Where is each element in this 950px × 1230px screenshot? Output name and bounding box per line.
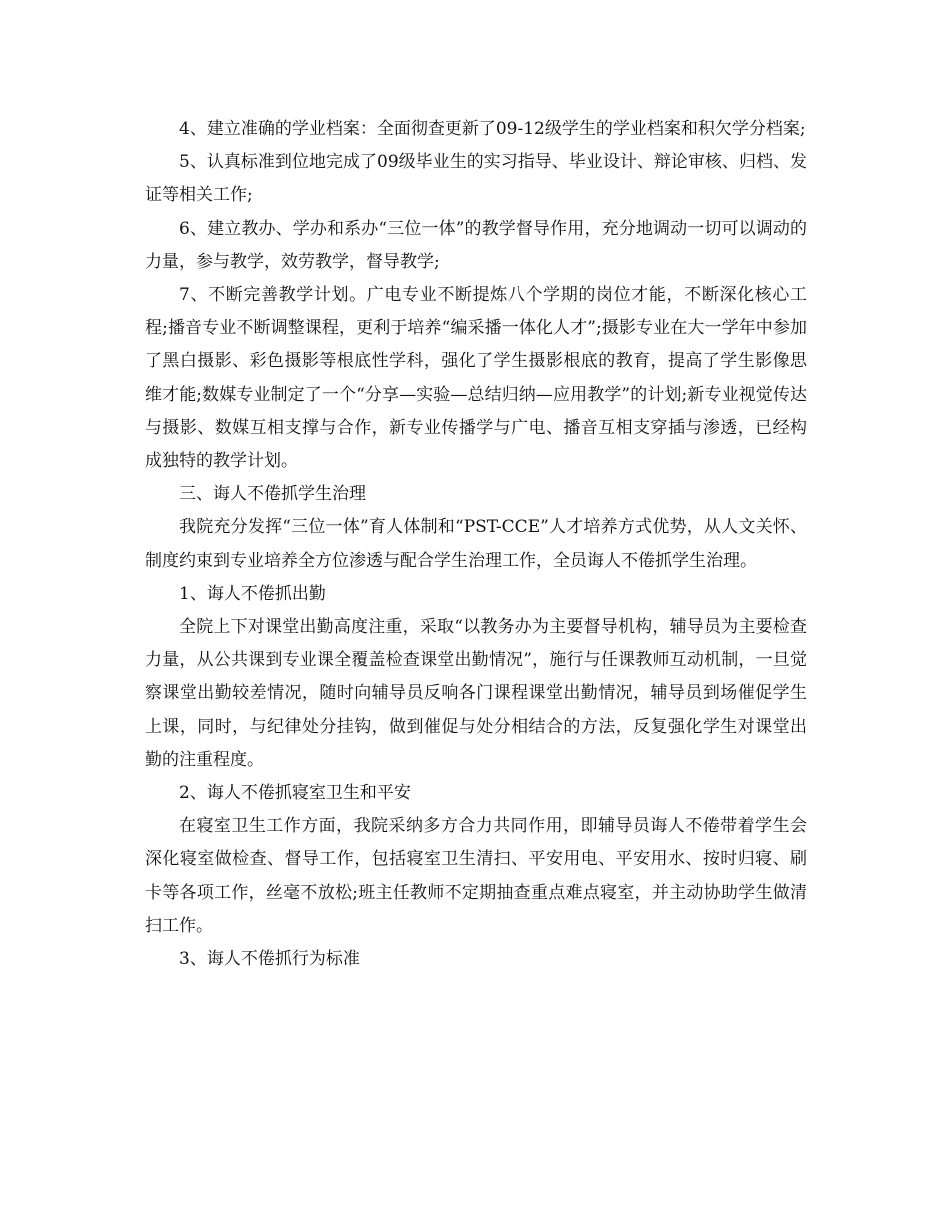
paragraph-item-6-supervision: 6、建立教办、学办和系办“三位一体”的教学督导作用，充分地调动一切可以调动的力量，参与教学，效劳教学，督导教学; [145, 218, 807, 272]
subheading-attendance: 1、诲人不倦抓出勤 [179, 583, 326, 604]
paragraph-section-intro: 我院充分发挥“三位一体”育人体制和“PST-CCE”人才培养方式优势，从人文关怀、制度约束到专业培养全方位渗透与配合学生治理工作，全员诲人不倦抓学生治理。 [145, 517, 807, 571]
paragraph-item-5-graduates: 5、认真标准到位地完成了09级毕业生的实习指导、毕业设计、辩论审核、归档、发证等相关工作; [145, 152, 807, 206]
paragraph-attendance: 全院上下对课堂出勤高度注重，采取“以教务办为主要督导机构，辅导员为主要检查力量，从公共课到专业课全覆盖检查课堂出勤情况”，施行与任课教师互动机制，一旦觉察课堂出勤较差情况，随时向辅导员反响各门课程课堂出勤情况，辅导员到场催促学生上课，同时，与纪律处分挂钩，做到催促与处分相结合的方法，反复强化学生对课堂出勤的注重程度。 [145, 617, 807, 770]
subheading-behavior: 3、诲人不倦抓行为标准 [179, 949, 360, 970]
paragraph-item-4-academic-records: 4、建立准确的学业档案：全面彻查更新了09-12级学生的学业档案和积欠学分档案; [179, 119, 806, 139]
document-page [145, 113, 807, 976]
paragraph-dormitory: 在寝室卫生工作方面，我院采纳多方合力共同作用，即辅导员诲人不倦带着学生会深化寝室做检查、督导工作，包括寝室卫生清扫、平安用电、平安用水、按时归寝、刷卡等各项工作，丝毫不放松;班主任教师不定期抽查重点难点寝室，并主动协助学生做清扫工作。 [145, 816, 807, 936]
subheading-dormitory: 2、诲人不倦抓寝室卫生和平安 [179, 783, 411, 804]
paragraph-item-7-teaching-plan: 7、不断完善教学计划。广电专业不断提炼八个学期的岗位才能，不断深化核心工程;播音专业不断调整课程，更利于培养“编采播一体化人才”;摄影专业在大一学年中参加了黑白摄影、彩色摄影等根底性学科，强化了学生摄影根底的教育，提高了学生影像思维才能;数媒专业制定了一个“分享—实验—总结归纳—应用教学”的计划;新专业视觉传达与摄影、数媒互相支撑与合作，新专业传播学与广电、播音互相支穿插与渗透，已经构成独特的教学计划。 [145, 285, 807, 472]
section-heading-student-management: 三、诲人不倦抓学生治理 [179, 484, 366, 505]
